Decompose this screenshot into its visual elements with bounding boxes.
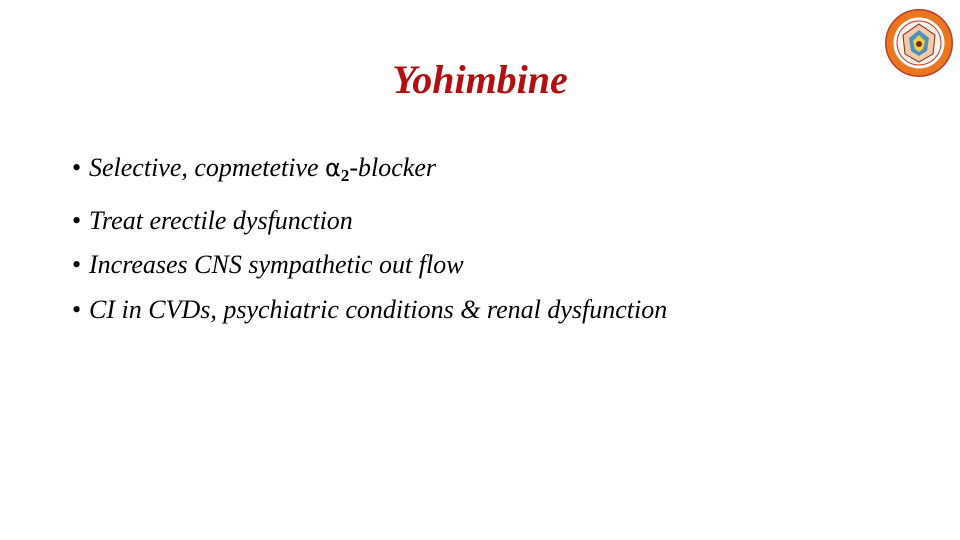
alpha-subscript: 2: [340, 166, 350, 185]
bullet-text: Increases CNS sympathetic out flow: [89, 250, 464, 279]
alpha-symbol: α: [325, 154, 341, 182]
university-seal-icon: [884, 8, 954, 78]
bullet-item: [72, 243, 667, 288]
bullet-marker: •: [72, 205, 82, 235]
bullet-marker: •: [72, 294, 82, 324]
bullet-item: [72, 199, 667, 244]
bullet-marker: •: [72, 250, 82, 279]
bullet-item: [72, 288, 667, 333]
bullet-list: [72, 146, 667, 332]
bullet-text: Treat erectile dysfunction: [89, 205, 353, 235]
bullet-item: [72, 146, 667, 199]
bullet-text: Selective, copmetetive: [89, 153, 326, 182]
bullet-marker: •: [72, 153, 82, 182]
slide-title: Yohimbine: [392, 57, 568, 102]
bullet-text-suffix: -blocker: [349, 153, 436, 182]
bullet-text: CI in CVDs, psychiatric conditions & renal dysfunction: [89, 294, 668, 324]
